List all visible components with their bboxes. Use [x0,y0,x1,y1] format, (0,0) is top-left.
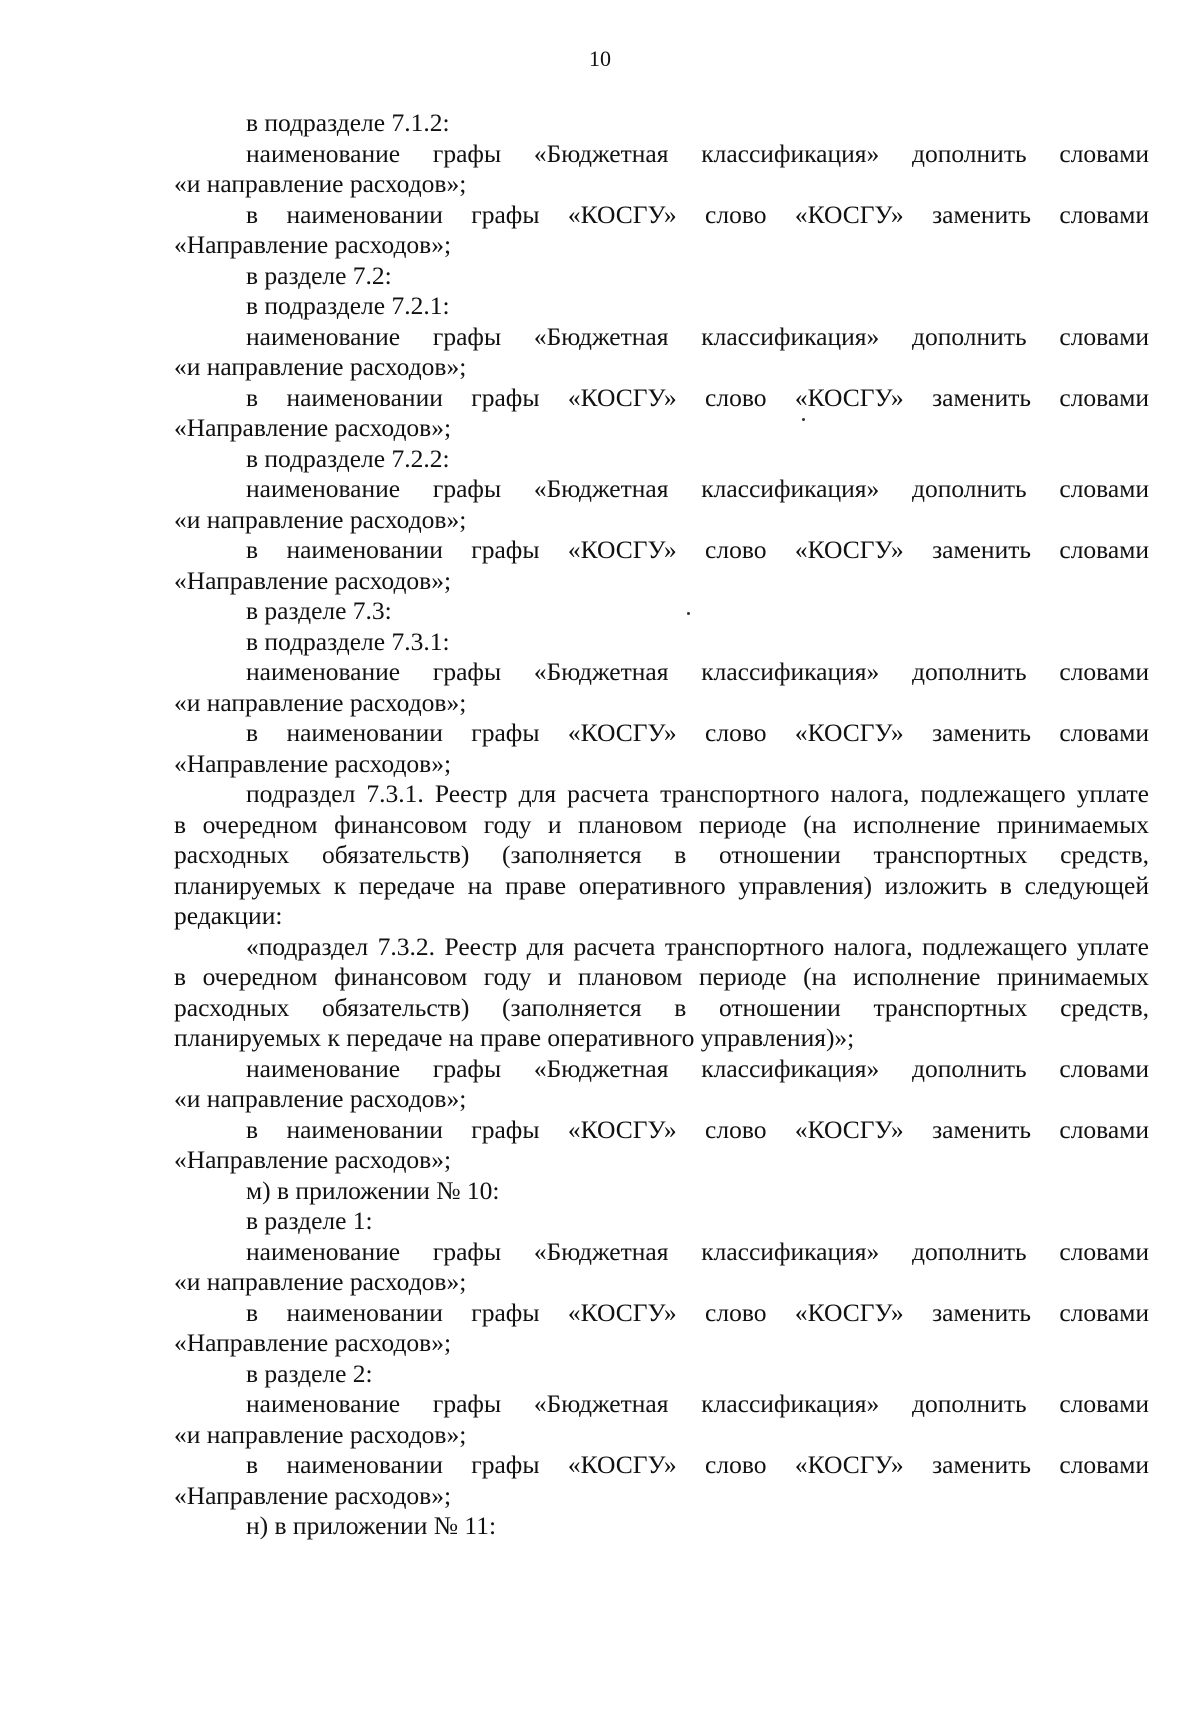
text-line: «Направление расходов»; [174,748,452,778]
text-line: наименование графы «Бюджетная классификация» дополнить словами [246,321,1149,351]
text-line: расходных обязательств) (заполняется в отношении транспортных средств, [174,840,1149,869]
text-line: в подразделе 7.2.2: [246,443,450,473]
document-body [174,108,1149,1542]
text-line: в подразделе 7.3.1: [246,626,450,656]
text-line: «Направление расходов»; [174,565,452,595]
text-line: наименование графы «Бюджетная классификация» дополнить словами [246,1053,1149,1083]
text-line: планируемых к передаче на праве оперативного управления)»; [174,1023,855,1052]
scan-speck [802,418,805,421]
text-line: в наименовании графы «КОСГУ» слово «КОСГУ» заменить словами [246,1297,1149,1327]
text-line: в разделе 7.2: [246,260,392,290]
text-line: в наименовании графы «КОСГУ» слово «КОСГУ» заменить словами [246,718,1149,747]
text-line: «Направление расходов»; [174,1328,452,1357]
text-line: наименование графы «Бюджетная классификация» дополнить словами [246,1389,1149,1418]
text-line: в наименовании графы «КОСГУ» слово «КОСГУ» заменить словами [246,1114,1149,1144]
text-line: редакции: [174,901,283,930]
text-line: «Направление расходов»; [174,413,452,442]
text-line: «и направление расходов»; [174,1419,467,1449]
text-line: наименование графы «Бюджетная классификация» дополнить словами [246,138,1149,168]
text-line: «и направление расходов»; [174,1084,467,1113]
text-line: в подразделе 7.1.2: [246,108,450,137]
text-line: в разделе 1: [246,1206,373,1235]
text-line: подраздел 7.3.1. Реестр для расчета транспортного налога, подлежащего уплате [246,779,1149,808]
text-line: в наименовании графы «КОСГУ» слово «КОСГУ» заменить словами [246,1450,1149,1479]
page-number: 10 [589,46,611,71]
text-line: «и направление расходов»; [174,169,467,198]
text-line: «Направление расходов»; [174,1480,452,1510]
scan-speck [687,612,690,615]
text-line: в наименовании графы «КОСГУ» слово «КОСГУ» заменить словами [246,535,1149,564]
text-line: «и направление расходов»; [174,504,467,534]
text-line: «и направление расходов»; [174,1267,467,1296]
text-line: «Направление расходов»; [174,230,452,259]
text-line: наименование графы «Бюджетная классификация» дополнить словами [246,1236,1149,1266]
text-line: расходных обязательств) (заполняется в отношении транспортных средств, [174,992,1149,1022]
text-line: м) в приложении № 10: [246,1175,500,1205]
text-line: наименование графы «Бюджетная классификация» дополнить словами [246,474,1149,503]
text-line: в очередном финансовом году и плановом периоде (на исполнение принимаемых [174,962,1149,991]
text-line: наименование графы «Бюджетная классификация» дополнить словами [246,657,1149,686]
text-line: «подраздел 7.3.2. Реестр для расчета транспортного налога, подлежащего уплате [246,931,1149,961]
text-line: в разделе 7.3: [246,596,392,625]
text-line: планируемых к передаче на праве оперативного управления) изложить в следующей [174,870,1149,900]
text-line: в подразделе 7.2.1: [246,291,450,320]
text-line: н) в приложении № 11: [246,1511,497,1540]
text-line: в наименовании графы «КОСГУ» слово «КОСГУ» заменить словами [246,382,1149,412]
text-line: в очередном финансовом году и плановом периоде (на исполнение принимаемых [174,809,1149,839]
text-line: «и направление расходов»; [174,687,467,717]
text-line: «Направление расходов»; [174,1145,452,1174]
text-line: в разделе 2: [246,1358,373,1388]
text-line: в наименовании графы «КОСГУ» слово «КОСГУ» заменить словами [246,199,1149,229]
text-line: «и направление расходов»; [174,352,467,381]
